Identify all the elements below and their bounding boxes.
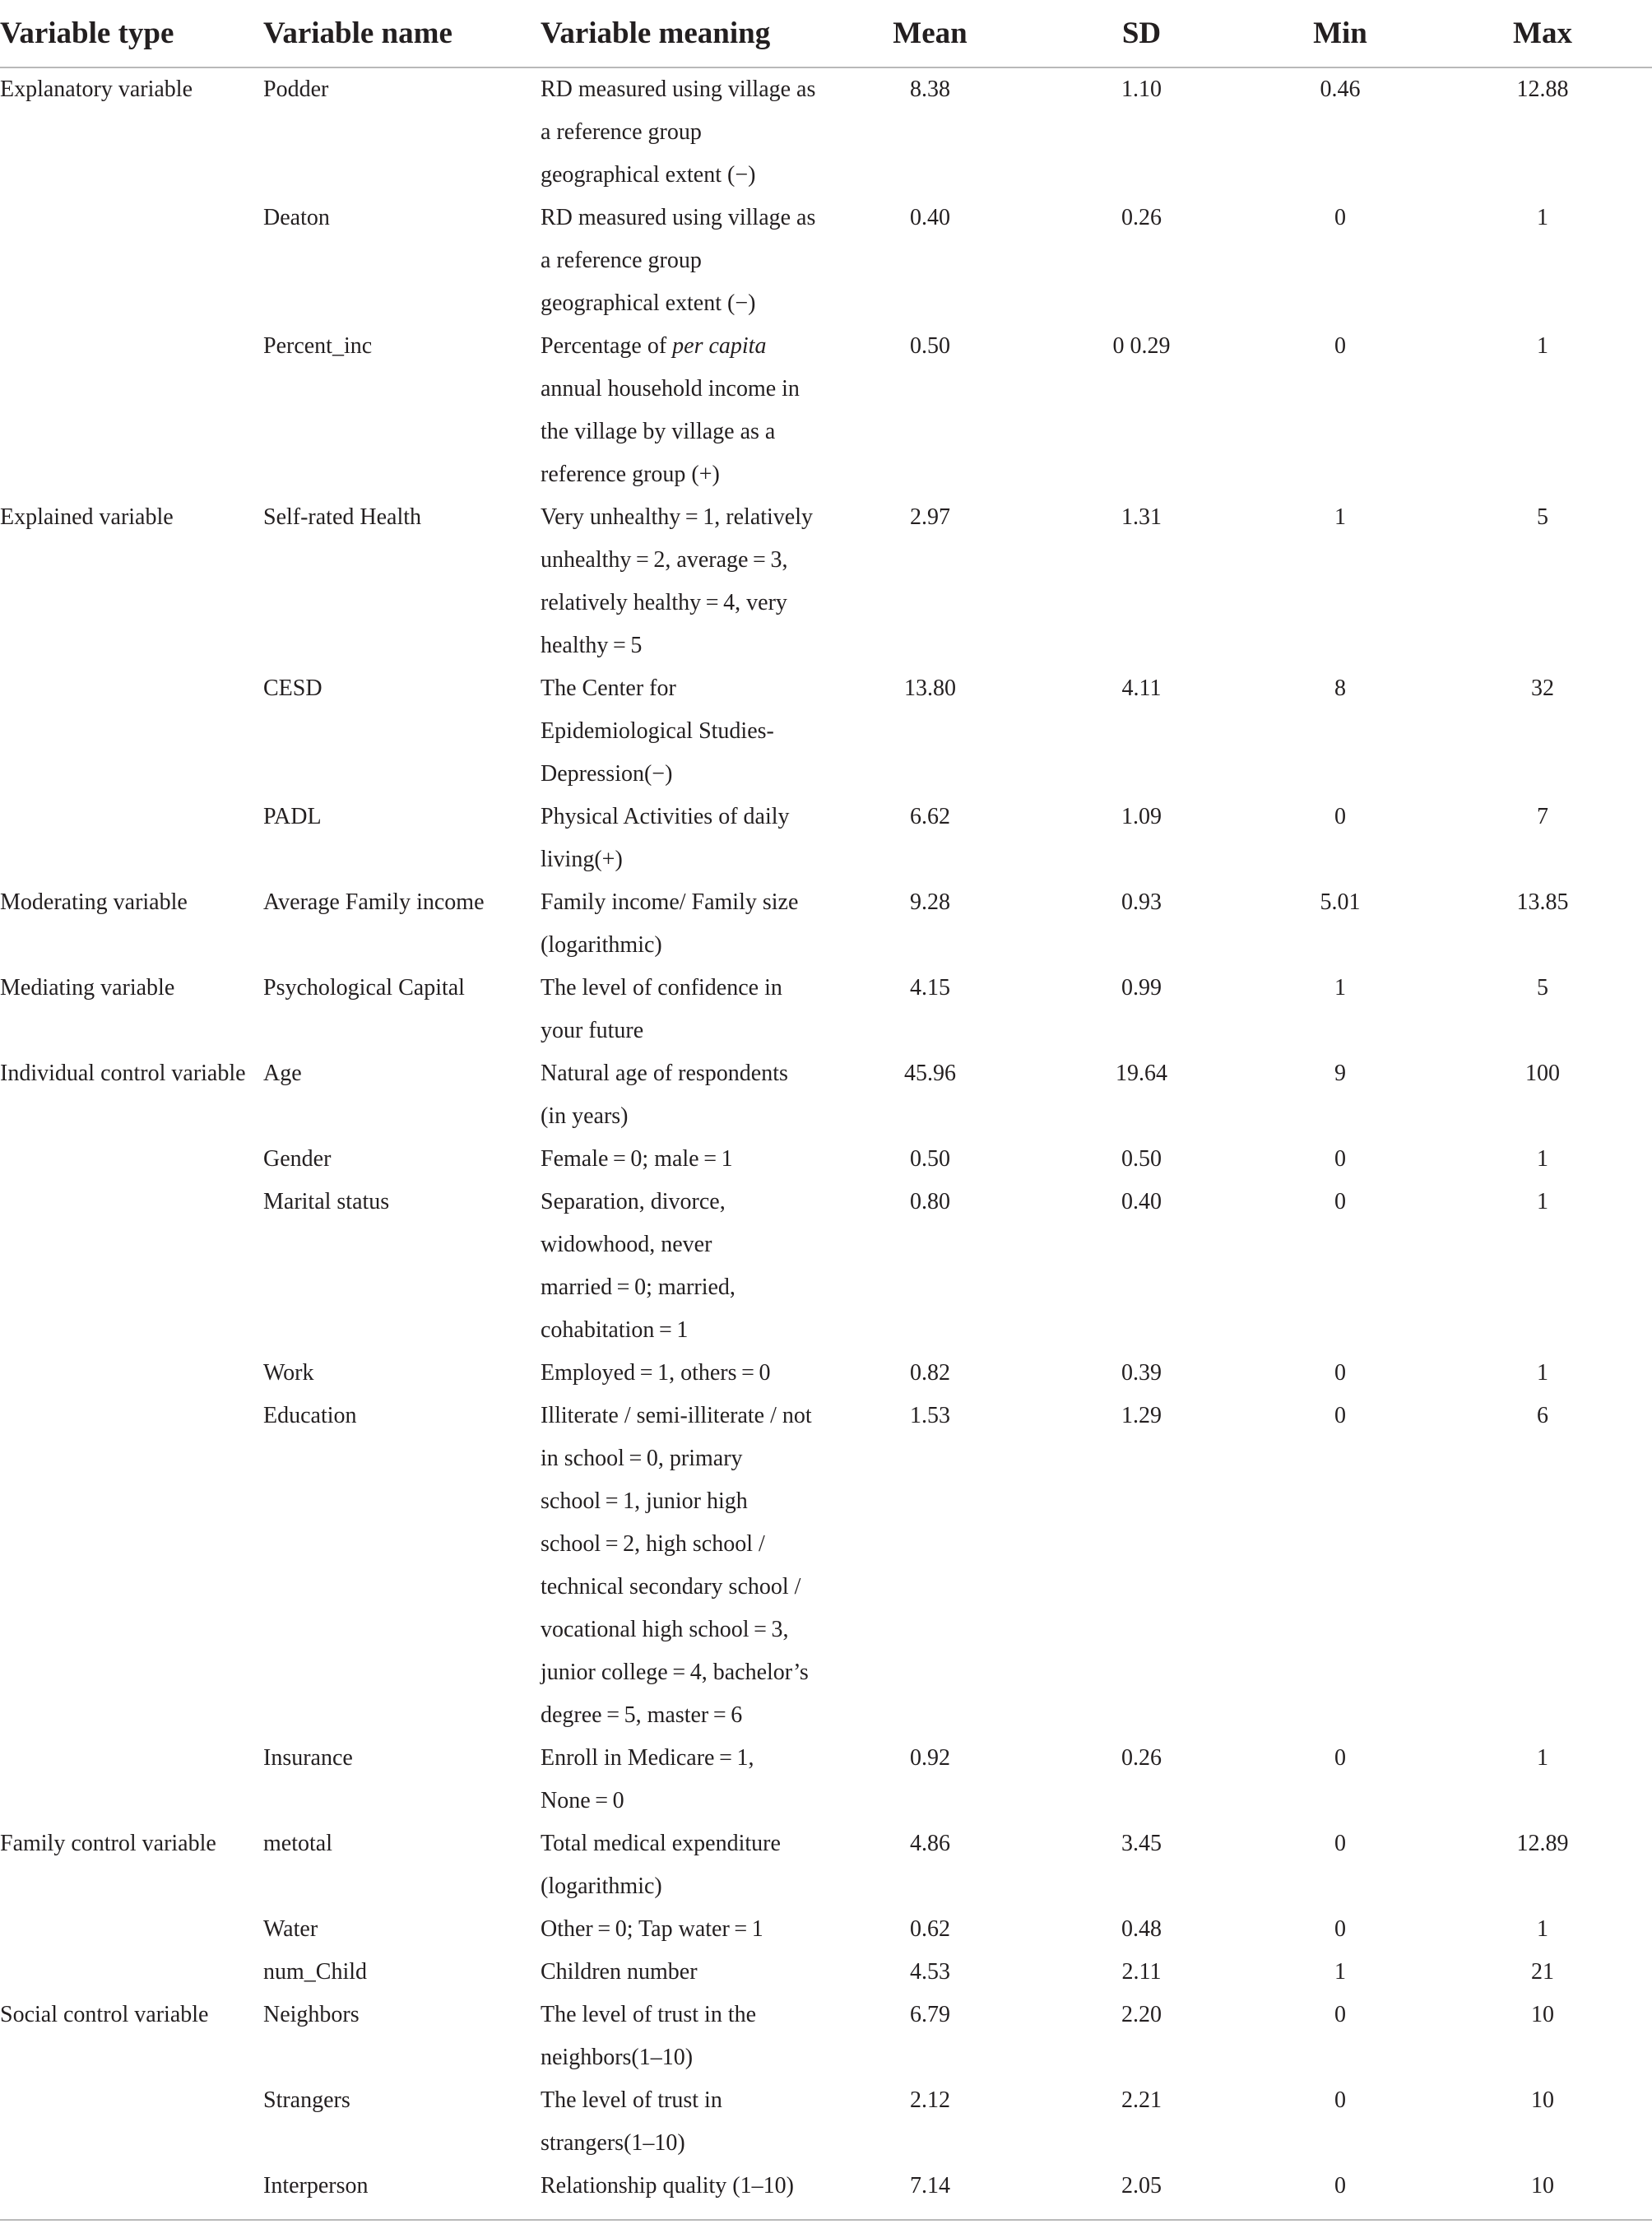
- table-row: [0, 1994, 1652, 2079]
- header-variable-meaning: Variable meaning: [541, 0, 824, 67]
- cell-max: 13.85: [1516, 889, 1569, 915]
- table-row: [0, 796, 1652, 881]
- cell-max: 1: [1537, 205, 1548, 230]
- cell-variable-type: Explanatory variable: [0, 77, 193, 102]
- cell-variable-meaning: [541, 496, 824, 667]
- cell-variable-type: [0, 667, 263, 796]
- cell-variable-name: Deaton: [263, 205, 330, 230]
- cell-min: 0: [1334, 1189, 1346, 1214]
- cell-variable-meaning: [541, 1951, 824, 1994]
- cell-variable-meaning: [541, 1395, 824, 1737]
- meaning-line: Illiterate / semi-illiterate / not: [541, 1403, 812, 1428]
- meaning-line: cohabitation = 1: [541, 1317, 689, 1343]
- table-row: [0, 325, 1652, 496]
- meaning-line: Relationship quality (1–10): [541, 2173, 794, 2199]
- cell-variable-name: Insurance: [263, 1745, 353, 1771]
- cell-variable-meaning: [541, 1737, 824, 1822]
- meaning-line: geographical extent (−): [541, 290, 756, 316]
- cell-max: 1: [1537, 1146, 1548, 1172]
- cell-variable-name: Marital status: [263, 1189, 390, 1214]
- cell-mean: 1.53: [910, 1403, 950, 1428]
- cell-variable-name: Education: [263, 1403, 357, 1428]
- meaning-line: Physical Activities of daily: [541, 804, 790, 829]
- cell-mean: 4.86: [910, 1831, 950, 1856]
- cell-max: 10: [1531, 2002, 1554, 2027]
- cell-sd: 0.48: [1121, 1916, 1162, 1942]
- cell-variable-name: PADL: [263, 804, 322, 829]
- cell-max: 32: [1531, 676, 1554, 701]
- cell-sd: 0.39: [1121, 1360, 1162, 1386]
- cell-variable-type: [0, 2165, 263, 2219]
- meaning-line: unhealthy = 2, average = 3,: [541, 547, 788, 573]
- cell-variable-meaning: [541, 1352, 824, 1395]
- cell-mean: 9.28: [910, 889, 950, 915]
- cell-max: 5: [1537, 504, 1548, 530]
- table-row: [0, 1822, 1652, 1908]
- cell-max: 10: [1531, 2087, 1554, 2113]
- meaning-line: None = 0: [541, 1788, 624, 1813]
- cell-variable-name: Water: [263, 1916, 318, 1942]
- cell-variable-type: [0, 1138, 263, 1181]
- cell-mean: 8.38: [910, 77, 950, 102]
- cell-variable-name: Age: [263, 1061, 302, 1086]
- table-row: [0, 1181, 1652, 1352]
- table-row: [0, 1395, 1652, 1737]
- meaning-line: school = 2, high school /: [541, 1531, 765, 1557]
- cell-min: 0: [1334, 1403, 1346, 1428]
- meaning-line: widowhood, never: [541, 1232, 712, 1257]
- meaning-line: The level of trust in the: [541, 2002, 757, 2027]
- cell-mean: 0.92: [910, 1745, 950, 1771]
- cell-variable-name: num_Child: [263, 1959, 368, 1985]
- meaning-line: relatively healthy = 4, very: [541, 590, 787, 615]
- cell-variable-meaning: [541, 881, 824, 967]
- meaning-line: the village by village as a: [541, 419, 776, 444]
- cell-mean: 13.80: [904, 676, 956, 701]
- cell-variable-type: [0, 197, 263, 325]
- cell-sd: 2.20: [1121, 2002, 1162, 2027]
- cell-variable-meaning: [541, 67, 824, 197]
- cell-mean: 6.79: [910, 2002, 950, 2027]
- cell-min: 0: [1334, 1360, 1346, 1386]
- cell-variable-meaning: [541, 796, 824, 881]
- cell-sd: 0.26: [1121, 205, 1162, 230]
- cell-variable-type: [0, 1181, 263, 1352]
- meaning-line: Total medical expenditure: [541, 1831, 781, 1856]
- cell-variable-name: Work: [263, 1360, 314, 1386]
- cell-variable-type: [0, 2079, 263, 2165]
- cell-mean: 0.50: [910, 1146, 950, 1172]
- cell-min: 0: [1334, 1916, 1346, 1942]
- cell-min: 0.46: [1320, 77, 1361, 102]
- cell-variable-meaning: [541, 1994, 824, 2079]
- table-row: [0, 1737, 1652, 1822]
- cell-variable-meaning: [541, 2165, 824, 2219]
- cell-mean: 0.62: [910, 1916, 950, 1942]
- header-sd: SD: [1036, 0, 1247, 67]
- meaning-line: strangers(1–10): [541, 2130, 685, 2156]
- cell-variable-name: Psychological Capital: [263, 975, 465, 1001]
- cell-variable-name: Self-rated Health: [263, 504, 422, 530]
- cell-variable-type: [0, 1951, 263, 1994]
- meaning-line: Very unhealthy = 1, relatively: [541, 504, 814, 530]
- cell-variable-type: [0, 1395, 263, 1737]
- cell-min: 0: [1334, 1745, 1346, 1771]
- cell-min: 0: [1334, 2087, 1346, 2113]
- meaning-line: (in years): [541, 1103, 629, 1129]
- cell-mean: 7.14: [910, 2173, 950, 2199]
- cell-mean: 45.96: [904, 1061, 956, 1086]
- header-variable-type: Variable type: [0, 0, 263, 67]
- header-max: Max: [1433, 0, 1652, 67]
- meaning-line: RD measured using village as: [541, 77, 816, 102]
- cell-variable-type: Individual control variable: [0, 1061, 246, 1086]
- cell-variable-type: [0, 1908, 263, 1951]
- meaning-line: (logarithmic): [541, 1874, 662, 1899]
- cell-sd: 2.21: [1121, 2087, 1162, 2113]
- meaning-line: healthy = 5: [541, 633, 643, 658]
- cell-sd: 2.11: [1121, 1959, 1162, 1985]
- cell-max: 7: [1537, 804, 1548, 829]
- cell-variable-meaning: [541, 1908, 824, 1951]
- cell-min: 0: [1334, 1146, 1346, 1172]
- cell-max: 1: [1537, 333, 1548, 359]
- cell-min: 8: [1334, 676, 1346, 701]
- table-row: [0, 667, 1652, 796]
- table-row: [0, 2165, 1652, 2219]
- meaning-line: Children number: [541, 1959, 698, 1985]
- cell-min: 5.01: [1320, 889, 1361, 915]
- meaning-line: in school = 0, primary: [541, 1446, 743, 1471]
- table-row: [0, 1908, 1652, 1951]
- cell-variable-meaning: [541, 667, 824, 796]
- cell-variable-type: Social control variable: [0, 2002, 209, 2027]
- cell-variable-type: [0, 1737, 263, 1822]
- table-row: [0, 1951, 1652, 1994]
- table-row: [0, 881, 1652, 967]
- table-row: [0, 967, 1652, 1052]
- cell-sd: 1.31: [1121, 504, 1162, 530]
- meaning-line: Natural age of respondents: [541, 1061, 788, 1086]
- cell-sd: 0.50: [1121, 1146, 1162, 1172]
- cell-variable-name: CESD: [263, 676, 323, 701]
- meaning-line: Family income/ Family size: [541, 889, 799, 915]
- cell-max: 12.88: [1516, 77, 1569, 102]
- meaning-line: Employed = 1, others = 0: [541, 1360, 771, 1386]
- cell-sd: 4.11: [1121, 676, 1162, 701]
- cell-variable-type: [0, 1352, 263, 1395]
- cell-variable-meaning: [541, 1822, 824, 1908]
- table-row: [0, 1352, 1652, 1395]
- cell-sd: 0.26: [1121, 1745, 1162, 1771]
- meaning-line: junior college = 4, bachelor’s: [541, 1660, 809, 1685]
- cell-max: 21: [1531, 1959, 1554, 1985]
- meaning-line: geographical extent (−): [541, 162, 756, 188]
- meaning-line: neighbors(1–10): [541, 2045, 694, 2070]
- cell-sd: 0.99: [1121, 975, 1162, 1001]
- header-row: [0, 0, 1652, 67]
- meaning-line: The Center for: [541, 676, 676, 701]
- cell-variable-type: Moderating variable: [0, 889, 188, 915]
- cell-min: 0: [1334, 333, 1346, 359]
- cell-variable-meaning: [541, 325, 824, 496]
- cell-mean: 4.15: [910, 975, 950, 1001]
- cell-mean: 0.50: [910, 333, 950, 359]
- cell-sd: 1.29: [1121, 1403, 1162, 1428]
- cell-mean: 4.53: [910, 1959, 950, 1985]
- cell-max: 10: [1531, 2173, 1554, 2199]
- cell-variable-name: Interperson: [263, 2173, 369, 2199]
- table-row: [0, 1052, 1652, 1138]
- cell-min: 1: [1334, 975, 1346, 1001]
- cell-min: 0: [1334, 1831, 1346, 1856]
- meaning-line: Depression(−): [541, 761, 673, 787]
- table-bottom-rule: [0, 2219, 1652, 2221]
- cell-mean: 6.62: [910, 804, 950, 829]
- cell-max: 5: [1537, 975, 1548, 1001]
- table-row: [0, 1138, 1652, 1181]
- cell-max: 1: [1537, 1360, 1548, 1386]
- cell-mean: 2.97: [910, 504, 950, 530]
- cell-min: 0: [1334, 804, 1346, 829]
- cell-max: 1: [1537, 1189, 1548, 1214]
- cell-sd: 3.45: [1121, 1831, 1162, 1856]
- cell-variable-meaning: [541, 197, 824, 325]
- meaning-line: annual household income in: [541, 376, 800, 402]
- cell-max: 12.89: [1516, 1831, 1569, 1856]
- table-row: [0, 197, 1652, 325]
- cell-variable-name: Percent_inc: [263, 333, 373, 359]
- cell-sd: 0.40: [1121, 1189, 1162, 1214]
- header-min: Min: [1247, 0, 1433, 67]
- cell-variable-meaning: [541, 1052, 824, 1138]
- cell-sd: 1.10: [1121, 77, 1162, 102]
- header-variable-name: Variable name: [263, 0, 541, 67]
- table-body: [0, 67, 1652, 2219]
- meaning-line: a reference group: [541, 248, 702, 273]
- meaning-line: living(+): [541, 847, 623, 872]
- cell-variable-meaning: [541, 2079, 824, 2165]
- cell-variable-type: Mediating variable: [0, 975, 175, 1001]
- cell-min: 0: [1334, 205, 1346, 230]
- meaning-line: (logarithmic): [541, 932, 662, 958]
- cell-min: 1: [1334, 1959, 1346, 1985]
- meaning-line: school = 1, junior high: [541, 1488, 748, 1514]
- meaning-line: your future: [541, 1018, 644, 1043]
- cell-sd: 19.64: [1116, 1061, 1167, 1086]
- cell-variable-meaning: [541, 1138, 824, 1181]
- cell-variable-meaning: [541, 1181, 824, 1352]
- meaning-line: Female = 0; male = 1: [541, 1146, 733, 1172]
- cell-max: 6: [1537, 1403, 1548, 1428]
- cell-min: 0: [1334, 2173, 1346, 2199]
- cell-variable-type: Explained variable: [0, 504, 174, 530]
- meaning-line: The level of trust in: [541, 2087, 722, 2113]
- cell-sd: 2.05: [1121, 2173, 1162, 2199]
- cell-sd: 1.09: [1121, 804, 1162, 829]
- cell-variable-meaning: [541, 967, 824, 1052]
- cell-min: 9: [1334, 1061, 1346, 1086]
- cell-variable-name: Strangers: [263, 2087, 350, 2113]
- meaning-line: Other = 0; Tap water = 1: [541, 1916, 763, 1942]
- table-row: [0, 67, 1652, 197]
- meaning-line: vocational high school = 3,: [541, 1617, 789, 1642]
- meaning-line: RD measured using village as: [541, 205, 816, 230]
- cell-min: 1: [1334, 504, 1346, 530]
- cell-variable-name: Neighbors: [263, 2002, 360, 2027]
- cell-variable-name: metotal: [263, 1831, 332, 1856]
- meaning-line: reference group (+): [541, 462, 720, 487]
- meaning-line: married = 0; married,: [541, 1275, 736, 1300]
- cell-mean: 0.80: [910, 1189, 950, 1214]
- cell-mean: 0.40: [910, 205, 950, 230]
- table-row: [0, 496, 1652, 667]
- meaning-line: The level of confidence in: [541, 975, 782, 1001]
- cell-variable-name: Gender: [263, 1146, 332, 1172]
- cell-max: 1: [1537, 1745, 1548, 1771]
- cell-variable-type: Family control variable: [0, 1831, 216, 1856]
- cell-mean: 2.12: [910, 2087, 950, 2113]
- cell-max: 1: [1537, 1916, 1548, 1942]
- table-row: [0, 2079, 1652, 2165]
- cell-sd: 0 0.29: [1112, 333, 1171, 359]
- header-mean: Mean: [824, 0, 1036, 67]
- meaning-line: degree = 5, master = 6: [541, 1702, 743, 1728]
- meaning-line: Separation, divorce,: [541, 1189, 726, 1214]
- meaning-line: Enroll in Medicare = 1,: [541, 1745, 754, 1771]
- cell-min: 0: [1334, 2002, 1346, 2027]
- meaning-line: a reference group: [541, 119, 702, 145]
- meaning-line: technical secondary school /: [541, 1574, 801, 1600]
- cell-mean: 0.82: [910, 1360, 950, 1386]
- meaning-line: Percentage of per capita: [541, 333, 767, 359]
- cell-variable-type: [0, 325, 263, 496]
- cell-sd: 0.93: [1121, 889, 1162, 915]
- cell-variable-type: [0, 796, 263, 881]
- cell-max: 100: [1525, 1061, 1560, 1086]
- meaning-line: Epidemiological Studies-: [541, 718, 774, 744]
- cell-variable-name: Average Family income: [263, 889, 485, 915]
- cell-variable-name: Podder: [263, 77, 329, 102]
